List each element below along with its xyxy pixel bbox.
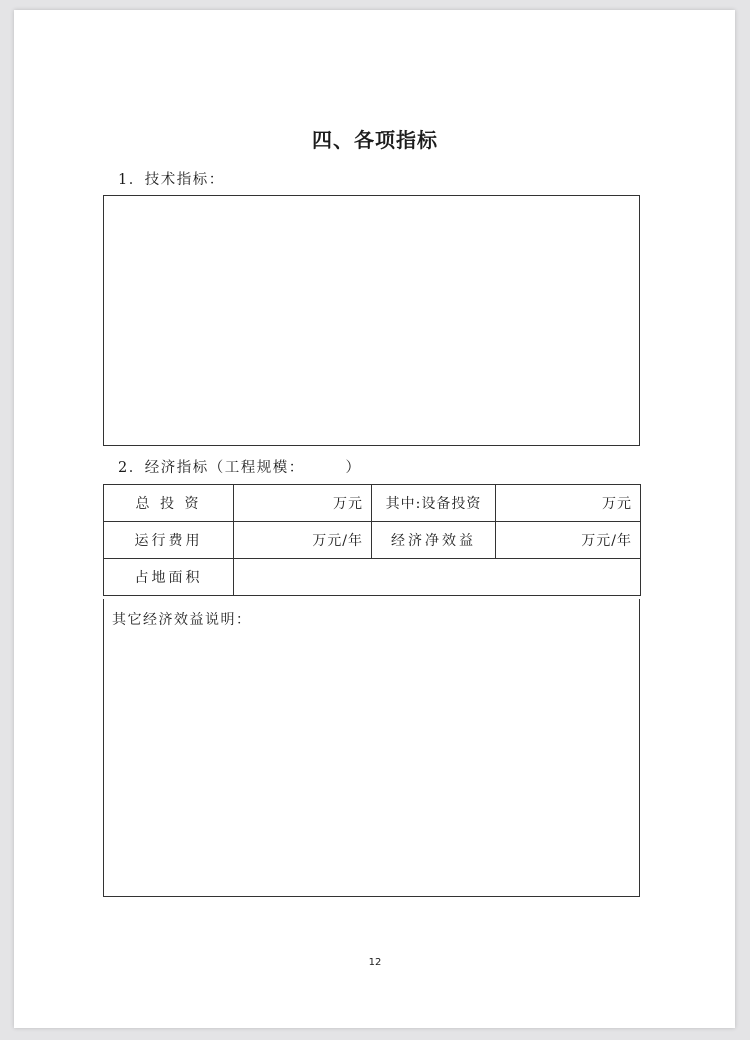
other-benefits-label: 其它经济效益说明： xyxy=(112,612,252,628)
econ-indicators-label: 2．经济指标（工程规模： ） xyxy=(118,460,362,476)
equipment-investment-value[interactable]: 万元 xyxy=(496,485,641,522)
total-investment-label: 总 投 资 xyxy=(104,485,234,522)
section-heading: 四、各项指标 xyxy=(312,128,438,152)
operating-cost-label: 运行费用 xyxy=(104,522,234,559)
equipment-investment-label: 其中:设备投资 xyxy=(372,485,496,522)
page-number: 12 xyxy=(368,957,382,968)
tech-indicators-box[interactable] xyxy=(103,195,640,446)
operating-cost-value[interactable]: 万元/年 xyxy=(234,522,372,559)
land-area-value[interactable] xyxy=(234,559,641,596)
table-row xyxy=(104,559,641,596)
total-investment-value[interactable]: 万元 xyxy=(234,485,372,522)
other-benefits-box[interactable] xyxy=(103,599,640,897)
econ-indicators-table xyxy=(103,484,641,596)
land-area-label: 占地面积 xyxy=(104,559,234,596)
tech-indicators-label: 1．技术指标： xyxy=(118,172,225,188)
table-row xyxy=(104,485,641,522)
net-benefit-value[interactable]: 万元/年 xyxy=(496,522,641,559)
table-row xyxy=(104,522,641,559)
net-benefit-label: 经济净效益 xyxy=(372,522,496,559)
